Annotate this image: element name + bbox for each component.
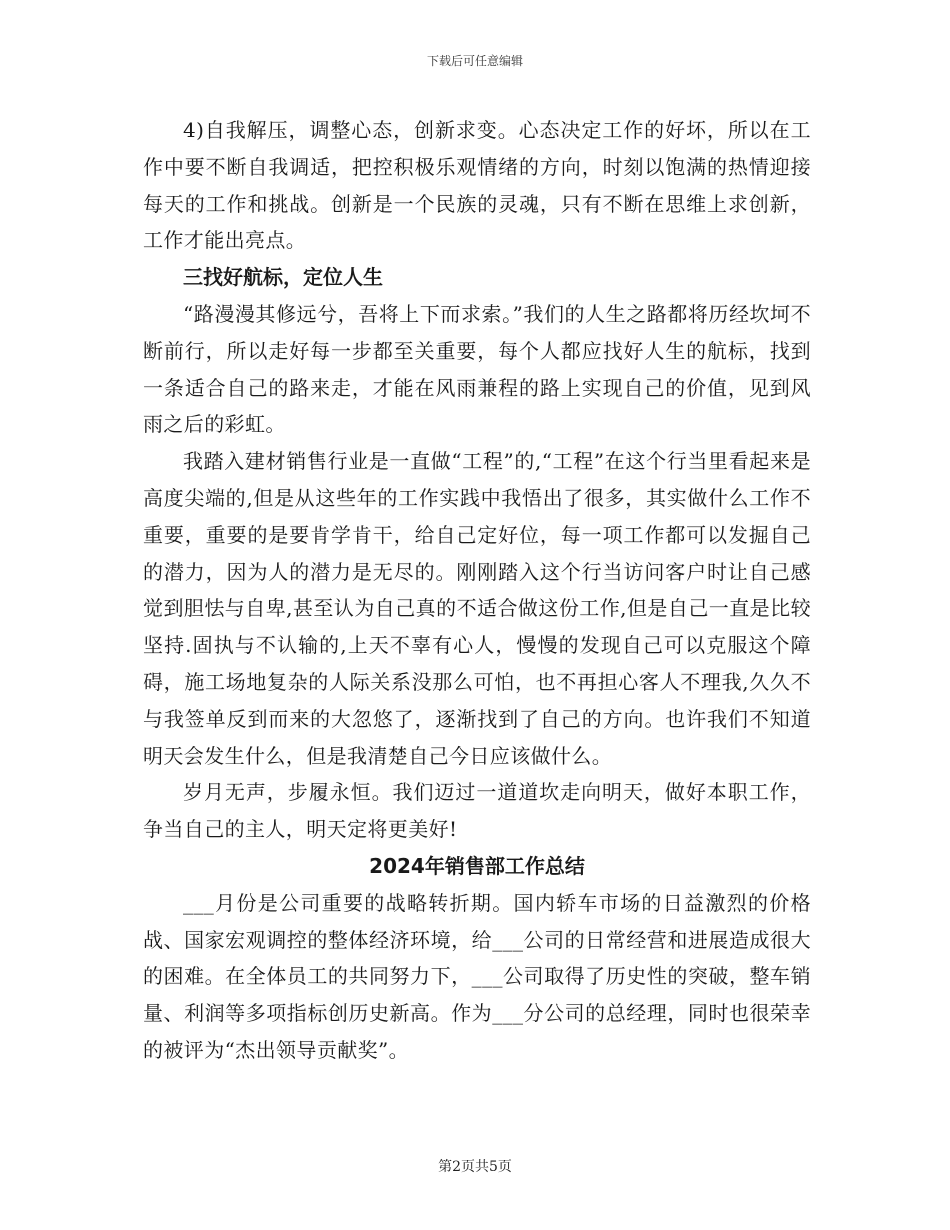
page-header: 下载后可任意编辑 xyxy=(426,54,523,68)
paragraph-summary-intro: ___月份是公司重要的战略转折期。国内轿车市场的日益激烈的价格战、国家宏观调控的整体经济环境，给___公司的日常经营和进展造成很大的困难。在全体员工的共同努力下，___公司取得了历史性的突破，整车销量、利润等多项指标创历史新高。作为___分公司的总经理，同时也很荣幸的被评为“杰出领导贡献奖”。 xyxy=(143,890,811,1062)
paragraph-self-adjustment: 4)自我解压，调整心态，创新求变。心态决定工作的好坏，所以在工作中要不断自我调适，把控积极乐观情绪的方向，时刻以饱满的热情迎接每天的工作和挑战。创新是一个民族的灵魂，只有不断在思维上求创新，工作才能出亮点。 xyxy=(143,118,811,253)
document-body xyxy=(143,112,811,1069)
document-title: 2024年销售部工作总结 xyxy=(369,853,585,878)
paragraph-conclusion: 岁月无声，步履永恒。我们迈过一道道坎走向明天，做好本职工作，争当自己的主人，明天定将更美好! xyxy=(143,780,811,842)
paragraph-quote: “路漫漫其修远兮，吾将上下而求索。”我们的人生之路都将历经坎坷不断前行，所以走好每一步都至关重要，每个人都应找好人生的航标，找到一条适合自己的路来走，才能在风雨兼程的路上实现自己的价值，见到风雨之后的彩虹。 xyxy=(143,301,811,437)
section-heading: 三找好航标，定位人生 xyxy=(183,265,383,290)
page-footer: 第2页共5页 xyxy=(438,1159,512,1175)
paragraph-experience: 我踏入建材销售行业是一直做“工程”的,“工程”在这个行当里看起来是高度尖端的,但是从这些年的工作实践中我悟出了很多，其实做什么工作不重要，重要的是要肯学肯干，给自己定好位，每一项工作都可以发掘自己的潜力，因为人的潜力是无尽的。刚刚踏入这个行当访问客户时让自己感觉到胆怯与自卑,甚至认为自己真的不适合做这份工作,但是自己一直是比较坚持.固执与不认输的,上天不辜有心人，慢慢的发现自己可以克服这个障碍，施工场地复杂的人际关系没那么可怕，也不再担心客人不理我,久久不与我签单反到而来的大忽悠了，逐渐找到了自己的方向。也许我们不知道明天会发生什么，但是我清楚自己今日应该做什么。 xyxy=(143,449,811,768)
